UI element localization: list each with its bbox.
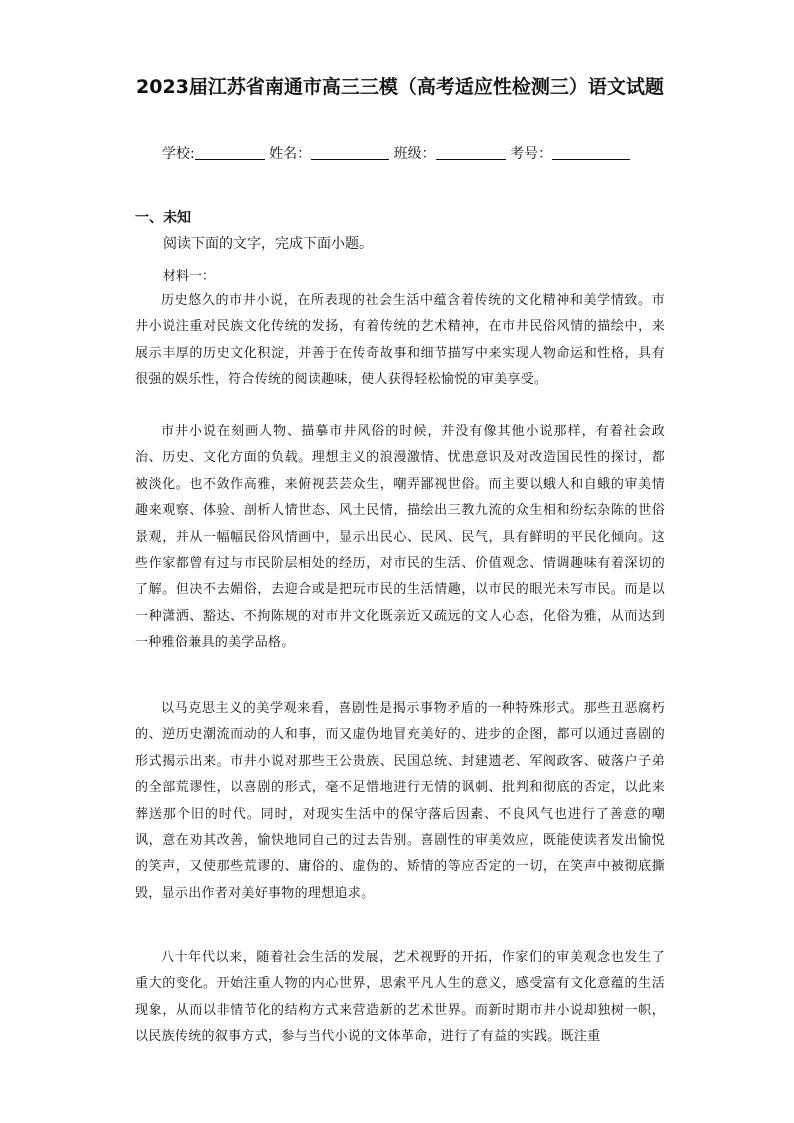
reading-instruction: 阅读下面的文字，完成下面小题。 bbox=[163, 236, 373, 252]
exam-no-blank[interactable] bbox=[552, 145, 630, 160]
material-label: 材料一： bbox=[163, 269, 216, 284]
class-blank[interactable] bbox=[436, 145, 506, 160]
class-label: 班级： bbox=[393, 146, 436, 162]
name-label: 姓名： bbox=[269, 146, 312, 162]
school-blank[interactable] bbox=[195, 145, 265, 160]
section-heading: 一、未知 bbox=[135, 210, 191, 226]
paragraph: 八十年代以来，随着社会生活的发展，艺术视野的开拓，作家们的审美观念也发生了重大的变化。开始注重人物的内心世界，思索平凡人生的意义，感受富有文化意蕴的生活现象，从而以非情节化的结构方式来营造新的艺术世界。而新时期市井小说却独树一帜，以民族传统的叙事方式，参与当代小说的文体革命，进行了有益的实践。既注重 bbox=[135, 950, 665, 1045]
document-title: 2023届江苏省南通市高三三模（高考适应性检测三）语文试题 bbox=[136, 76, 664, 98]
paragraph: 历史悠久的市井小说，在所表现的社会生活中蕴含着传统的文化精神和美学情致。市井小说注重对民族文化传统的发扬，有着传统的艺术精神，在市井民俗风情的描绘中，来展示丰厚的历史文化积淀，并善于在传奇故事和细节描写中来实现人物命运和性格，具有很强的娱乐性，符合传统的阅读趣味，使人获得轻松愉悦的审美享受。 bbox=[135, 293, 665, 388]
student-info-line bbox=[162, 143, 630, 163]
paragraph: 市井小说在刻画人物、描摹市井风俗的时候，并没有像其他小说那样，有着社会政治、历史、文化方面的负载。理想主义的浪漫激情、忧患意识及对改造国民性的探讨，都被淡化。也不敛作高雅，来俯视芸芸众生，嘲弄鄙视世俗。而主要以蛾人和自蛾的审美情趣来观察、体验、剖析人情世态、风土民情，描绘出三教九流的众生相和纷纭杂陈的世俗景观，并从一幅幅民俗风情画中，显示出民心、民风、民气，具有鲜明的平民化倾向。这些作家都曾有过与市民阶层相处的经历，对市民的生活、价值观念、情调趣味有着深切的了解。但决不去媚俗，去迎合或是把玩市民的生活情趣，以市民的眼光未写市民。而是以一种潇洒、豁达、不拘陈规的对市井文化既亲近又疏远的文人心态，化俗为雅，从而达到一种雅俗兼具的美学品格。 bbox=[135, 424, 665, 651]
school-label: 学校: bbox=[162, 146, 195, 162]
paragraph: 以马克思主义的美学观来看，喜剧性是揭示事物矛盾的一种特殊形式。那些丑恶腐朽的、逆历史潮流而动的人和事，而又虚伪地冒充美好的、进步的企图，都可以通过喜剧的形式揭示出来。市井小说对那些王公贵族、民国总统、封建遗老、军阀政客、破落户子弟的全部荒谬性，以喜剧的形式，毫不足惜地进行无情的讽刺、批判和彻底的否定，以此来葬送那个旧的时代。同时，对现实生活中的保守落后因素、不良风气也进行了善意的嘲讽，意在劝其改善，愉快地同自己的过去告别。喜剧性的审美效应，既能使读者发出愉悦的笑声，又使那些荒谬的、庸俗的、虚伪的、矫情的等应否定的一切，在笑声中被彻底撕毁，显示出作者对美好事物的理想追求。 bbox=[135, 701, 665, 901]
name-blank[interactable] bbox=[311, 145, 389, 160]
exam-no-label: 考号： bbox=[510, 146, 553, 162]
